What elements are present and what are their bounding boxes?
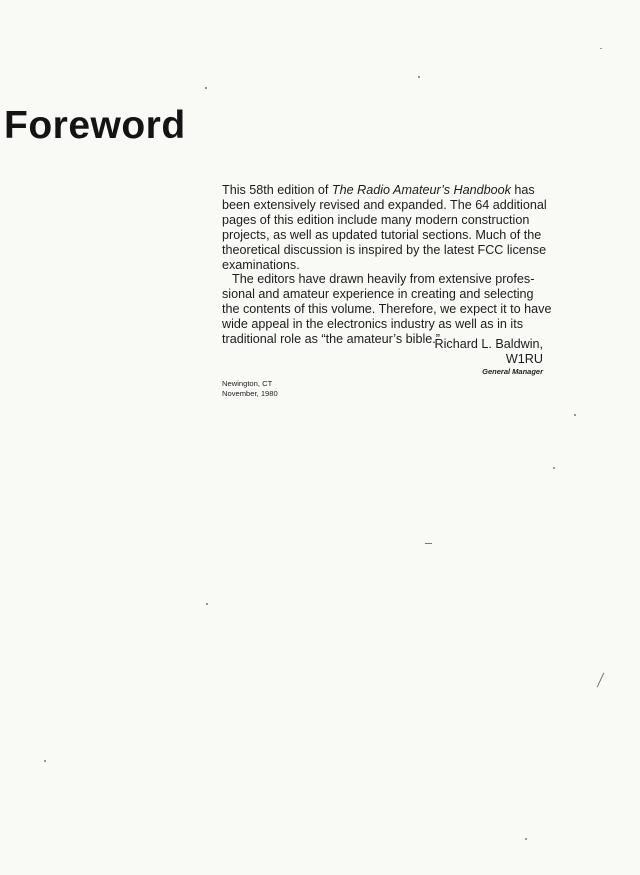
paragraph-2: The editors have drawn heavily from extensive profes-sional and amateur experience in creating and selecting the contents of this volume. Therefore, we expect it to have wide appeal in the electronics industry as well as in its traditional role as “the amateur’s bible.” [222, 272, 552, 347]
page-speck [600, 48, 602, 49]
signature-block [400, 337, 543, 377]
page-speck [597, 673, 605, 688]
page-heading: Foreword [4, 104, 186, 147]
page-speck [525, 838, 527, 840]
foreword-body [222, 183, 552, 347]
paragraph-1 [222, 183, 552, 272]
paragraph-1-intro: This 58th edition of [222, 183, 332, 197]
paragraph-1-rest: has been extensively revised and expanded. The 64 additional pages of this edition include many modern construction projects, as well as updated tutorial sections. Much of the theoretical discussion is inspired by the latest FCC license examinations. [222, 183, 547, 272]
page-speck [205, 87, 207, 89]
page-speck [574, 414, 576, 416]
page-speck [553, 467, 555, 469]
signatory-name: Richard L. Baldwin, W1RU [434, 337, 543, 366]
page-speck [425, 543, 432, 544]
location-text: Newington, CT [222, 379, 273, 388]
signatory-title: General Manager [482, 367, 543, 376]
date-text: November, 1980 [222, 388, 278, 398]
page-speck [206, 603, 208, 605]
page-speck [44, 760, 46, 762]
book-title: The Radio Amateur’s Handbook [331, 183, 511, 197]
place-date-block [222, 379, 278, 398]
page-speck [418, 76, 420, 78]
